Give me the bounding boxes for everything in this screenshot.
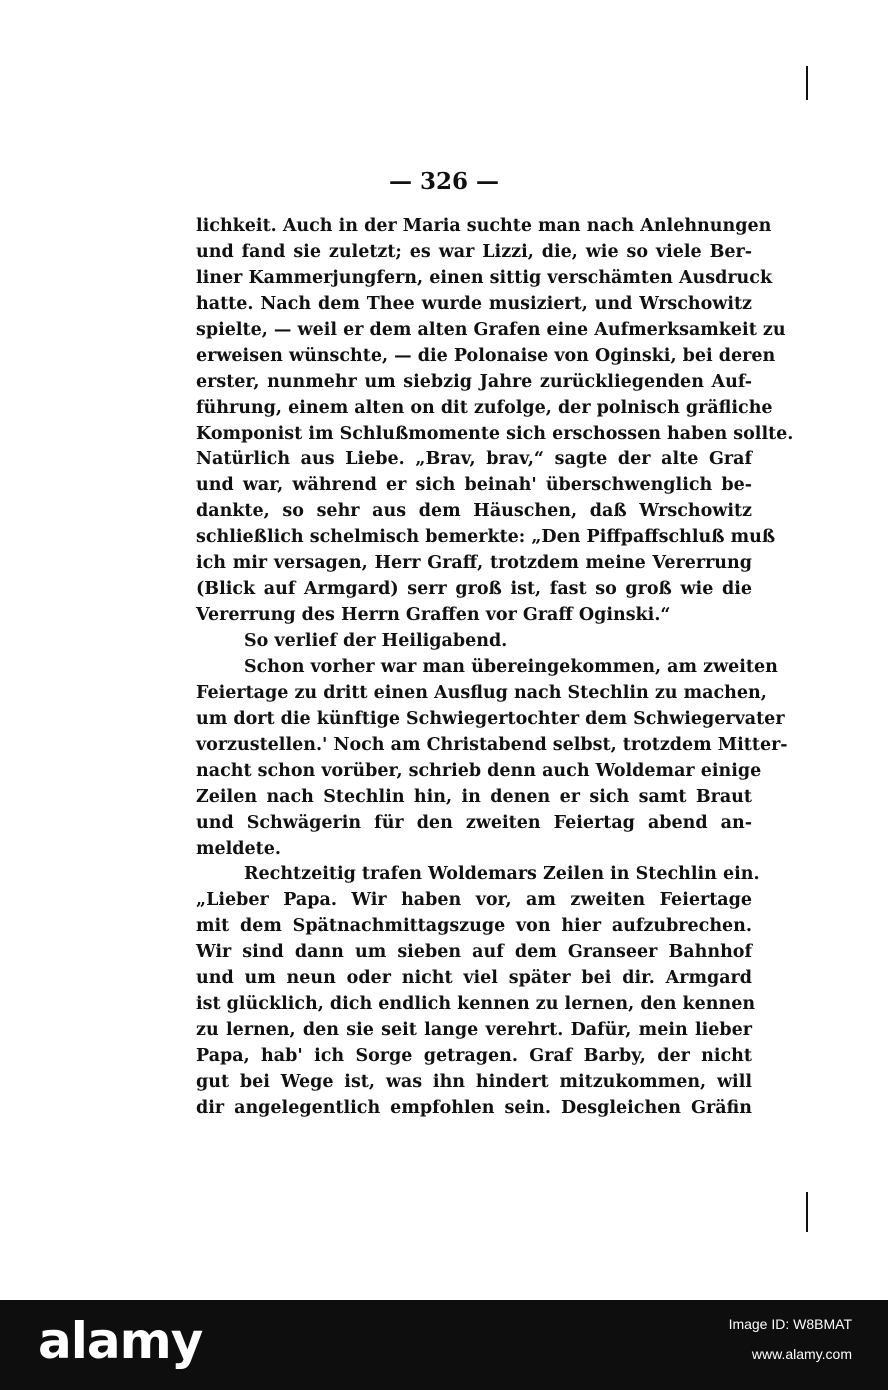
text-line: Zeilen nach Stechlin hin, in denen er sich samt Braut bbox=[196, 786, 752, 807]
text-line: lichkeit. Auch in der Maria suchte man nach Anlehnungen bbox=[196, 216, 772, 236]
text-line: dankte, so sehr aus dem Häuschen, daß Wrschowitz bbox=[196, 501, 752, 522]
text-line: Papa, hab' ich Sorge getragen. Graf Barby, der nicht bbox=[196, 1046, 752, 1066]
text-line: Rechtzeitig trafen Woldemars Zeilen in Stechlin ein. bbox=[244, 864, 760, 885]
text-line: erster, nunmehr um siebzig Jahre zurückliegenden Auf- bbox=[196, 371, 752, 392]
text-line: und um neun oder nicht viel später bei dir. Armgard bbox=[196, 968, 752, 989]
text-line: liner Kammerjungfern, einen sittig verschämten Ausdruck bbox=[196, 267, 773, 288]
text-line: nacht schon vorüber, schrieb denn auch Woldemar einige bbox=[196, 760, 762, 781]
text-line: vorzustellen.' Noch am Christabend selbst, trotzdem Mitter- bbox=[196, 734, 788, 755]
text-line: ich mir versagen, Herr Graff, trotzdem meine Vererrung bbox=[196, 553, 752, 574]
text-line: Vererrung des Herrn Graffen vor Graff Oginski.“ bbox=[196, 605, 671, 626]
text-line: So verlief der Heiligabend. bbox=[244, 631, 508, 651]
text-line: und Schwägerin für den zweiten Feiertag abend an- bbox=[196, 812, 752, 833]
text-line: hatte. Nach dem Thee wurde musiziert, und Wrschowitz bbox=[196, 293, 752, 314]
alamy-logo: alamy bbox=[38, 1312, 203, 1370]
text-line: mit dem Spätnachmittagszuge von hier aufzubrechen. bbox=[196, 916, 752, 937]
text-line: Feiertage zu dritt einen Ausflug nach Stechlin zu machen, bbox=[196, 682, 767, 703]
text-line: ist glücklich, dich endlich kennen zu lernen, den kennen bbox=[196, 994, 756, 1015]
text-line: führung, einem alten on dit zufolge, der polnisch gräfliche bbox=[196, 397, 773, 418]
text-line: schließlich schelmisch bemerkte: „Den Piffpaffschluß muß bbox=[196, 527, 776, 548]
text-line: um dort die künftige Schwiegertochter dem Schwiegervater bbox=[196, 708, 785, 729]
text-line: und war, während er sich beinah' überschwenglich be- bbox=[196, 475, 752, 496]
text-line: erweisen wünschte, — die Polonaise von Oginski, bei deren bbox=[196, 345, 776, 366]
text-line: und fand sie zuletzt; es war Lizzi, die, wie so viele Ber- bbox=[196, 241, 752, 262]
text-line: gut bei Wege ist, was ihn hindert mitzukommen, will bbox=[196, 1071, 752, 1092]
text-line: meldete. bbox=[196, 838, 281, 859]
text-line: (Blick auf Armgard) serr groß ist, fast so groß wie die bbox=[196, 579, 752, 600]
site-url-label: www.alamy.com bbox=[751, 1346, 852, 1362]
image-id-label: Image ID: W8BMAT bbox=[728, 1316, 852, 1332]
text-line: Komponist im Schlußmomente sich erschossen haben sollte. bbox=[196, 423, 794, 444]
text-line: Schon vorher war man übereingekommen, am zweiten bbox=[244, 656, 778, 677]
text-line: zu lernen, den sie seit lange verehrt. Dafür, mein lieber bbox=[196, 1020, 752, 1041]
text-line: Wir sind dann um sieben auf dem Granseer Bahnhof bbox=[196, 942, 752, 963]
page-edge-mark-top bbox=[806, 66, 808, 100]
text-line: spielte, — weil er dem alten Grafen eine Aufmerksamkeit zu bbox=[196, 319, 786, 340]
stock-footer-bar bbox=[0, 1300, 888, 1390]
page-edge-mark-bottom bbox=[806, 1192, 808, 1232]
body-text bbox=[196, 214, 794, 1122]
text-line: dir angelegentlich empfohlen sein. Desgleichen Gräfin bbox=[196, 1097, 752, 1118]
text-line: „Lieber Papa. Wir haben vor, am zweiten Feiertage bbox=[196, 890, 752, 911]
page-number: — 326 — bbox=[388, 168, 500, 195]
text-line: Natürlich aus Liebe. „Brav, brav,“ sagte der alte Graf bbox=[196, 449, 752, 470]
